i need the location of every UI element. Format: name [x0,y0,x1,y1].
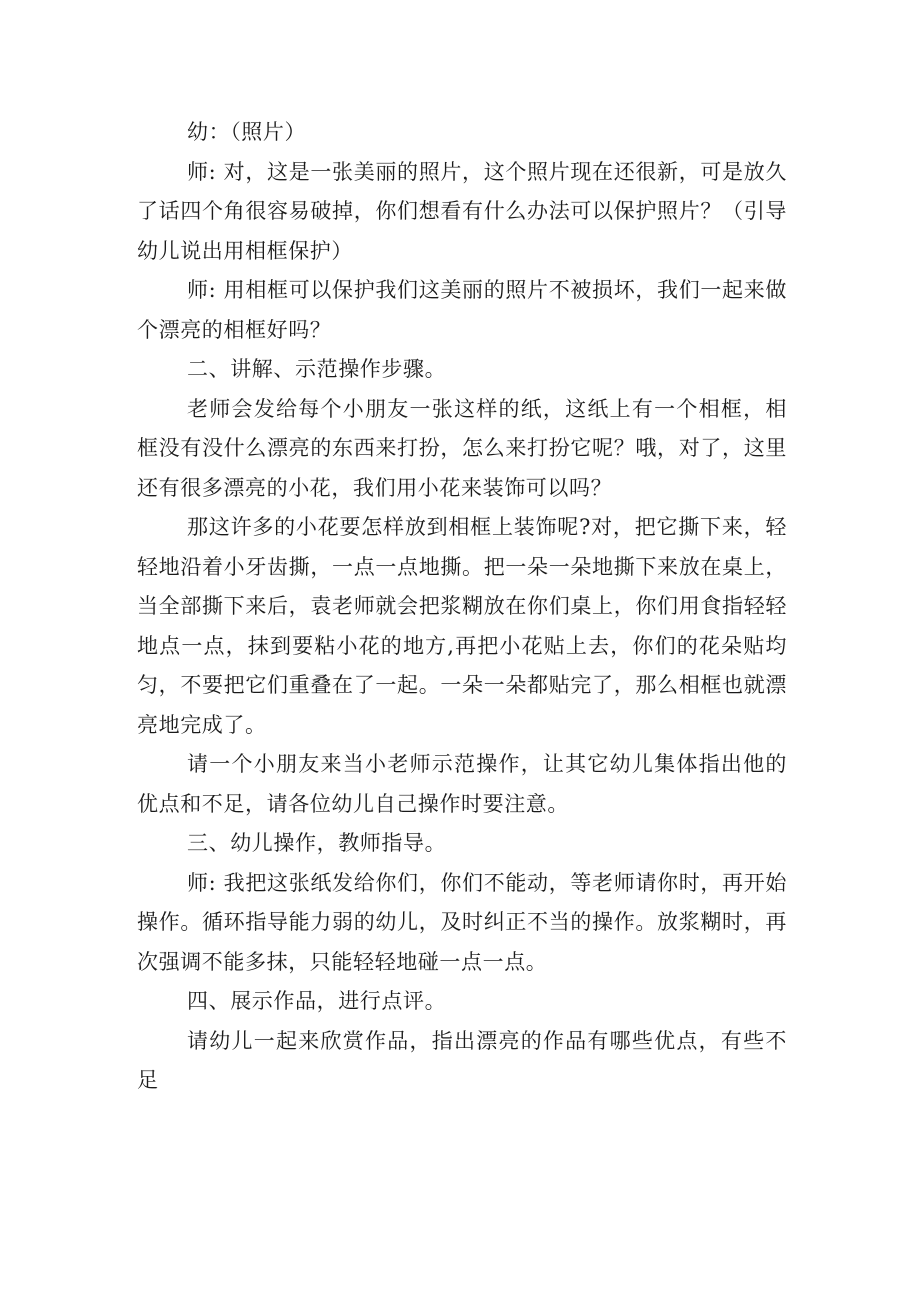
paragraph-teacher-make-frame: 师: 用相框可以保护我们这美丽的照片不被损坏，我们一起来做个漂亮的相框好吗？ [137,278,787,342]
section-heading-4: 四、展示作品，进行点评。 [187,989,447,1013]
paragraph-teacher-protect-photo: 师: 对，这是一张美丽的照片，这个照片现在还很新，可是放久了话四个角很容易破掉，你们想看有什么办法可以保护照片？（引导幼儿说出用相框保护） [137,159,787,263]
paragraph-teacher-guidance: 师: 我把这张纸发给你们，你们不能动，等老师请你时，再开始操作。循环指导能力弱的幼儿，及时纠正不当的操作。放浆糊时，再次强调不能多抹，只能轻轻地碰一点一点。 [137,870,787,974]
section-heading-2: 二、讲解、示范操作步骤。 [187,357,447,381]
paragraph-child-demo: 请一个小朋友来当小老师示范操作，让其它幼儿集体指出他的优点和不足，请各位幼儿自己操作时要注意。 [137,752,787,816]
paragraph-tear-flowers: 那这许多的小花要怎样放到相框上装饰呢?对，把它撕下来，轻轻地沿着小牙齿撕，一点一点地撕。把一朵一朵地撕下来放在桌上，当全部撕下来后，袁老师就会把浆糊放在你们桌上，你们用食指轻轻地点一点，抹到要粘小花的地方,再把小花贴上去，你们的花朵贴均匀，不要把它们重叠在了一起。一朵一朵都贴完了，那么相框也就漂亮地完成了。 [137,515,787,737]
paragraph-appreciate-works: 请幼儿一起来欣赏作品，指出漂亮的作品有哪些优点，有些不足 [137,1028,787,1092]
paragraph-paper-frame: 老师会发给每个小朋友一张这样的纸，这纸上有一个相框，相框没有没什么漂亮的东西来打扮，怎么来打扮它呢？哦，对了，这里还有很多漂亮的小花，我们用小花来装饰可以吗？ [137,396,787,500]
paragraph-child-answer: 幼：（照片） [187,120,307,144]
document-body [137,113,787,1101]
section-heading-3: 三、幼儿操作，教师指导。 [187,831,447,855]
